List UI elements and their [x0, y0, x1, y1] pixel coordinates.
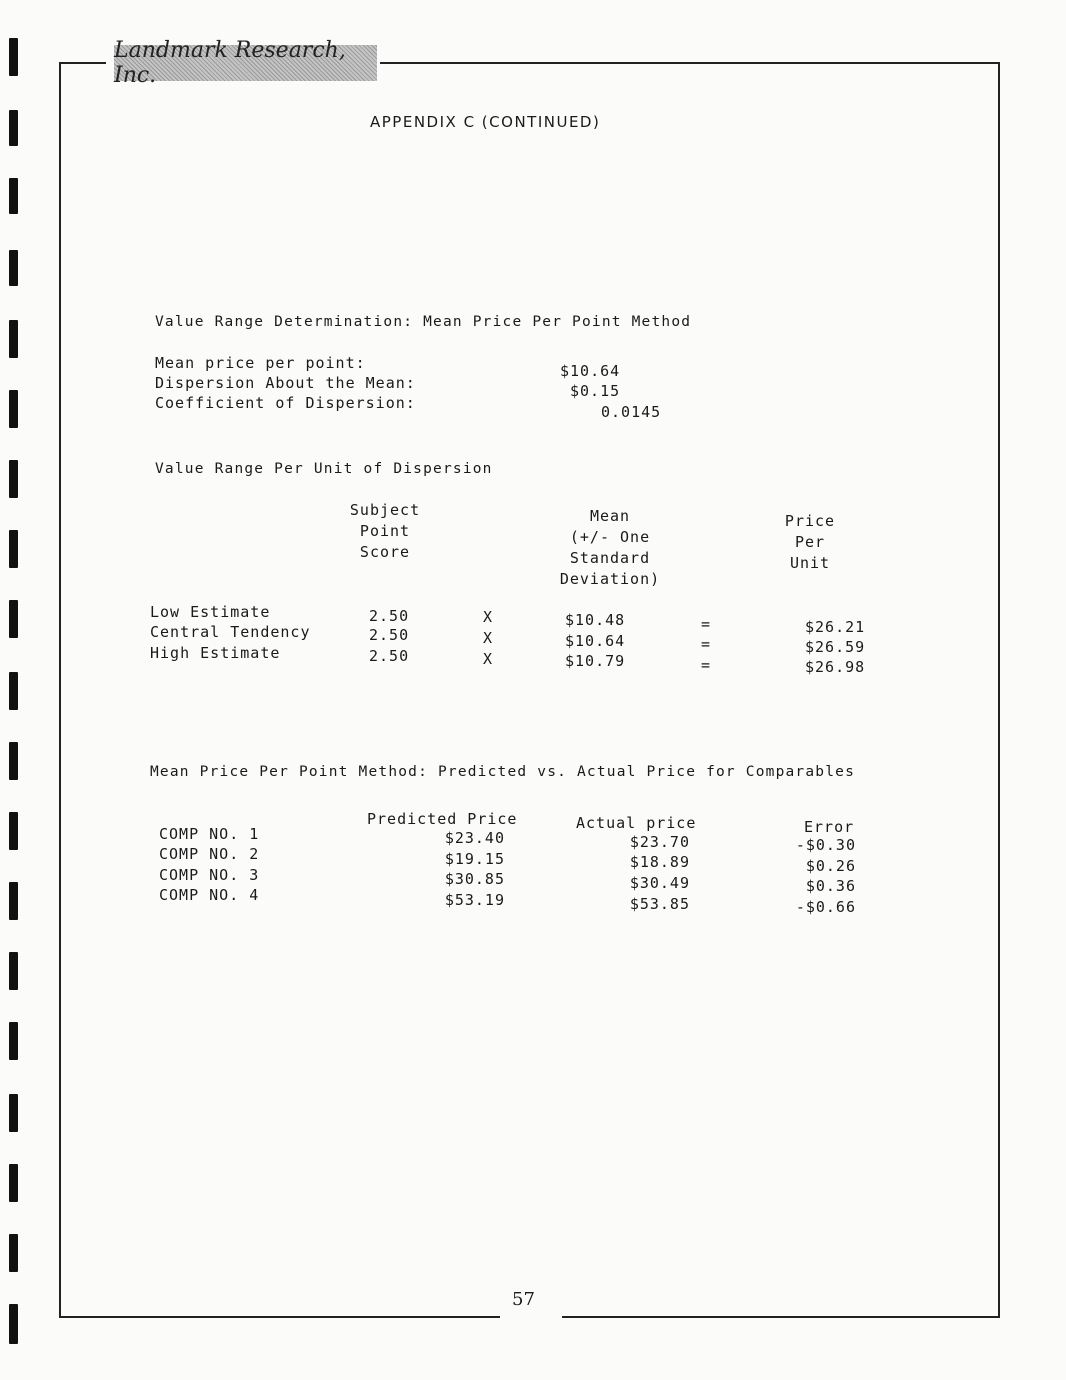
low-mean: $10.48: [565, 611, 626, 629]
mean-price-value: $10.64: [560, 362, 621, 380]
mean-header-line1: Mean: [589, 507, 631, 525]
error-header: Error: [804, 818, 855, 836]
high-equals: =: [701, 656, 712, 674]
page-title: APPENDIX C (CONTINUED): [370, 113, 601, 131]
page-border: [59, 62, 1000, 1318]
mean-header-line3: Standard: [569, 549, 651, 567]
binding-holes: [9, 0, 25, 1380]
comp2-error: $0.26: [805, 857, 856, 875]
coefficient-label: Coefficient of Dispersion:: [155, 394, 416, 412]
comp2-predicted: $19.15: [444, 850, 505, 868]
comp1-actual: $23.70: [629, 833, 690, 851]
comp4-error: -$0.66: [795, 898, 856, 916]
low-equals: =: [701, 615, 712, 633]
comp1-error: -$0.30: [795, 836, 856, 854]
comp3-actual: $30.49: [629, 874, 690, 892]
comp4-actual: $53.85: [629, 895, 690, 913]
section1-heading: Value Range Determination: Mean Price Per Point Method: [155, 314, 692, 330]
comp3-predicted: $30.85: [444, 870, 505, 888]
comp2-label: COMP NO. 2: [159, 845, 260, 863]
comp2-actual: $18.89: [629, 853, 690, 871]
page-number: 57: [512, 1289, 535, 1310]
actual-header: Actual price: [576, 814, 697, 832]
central-multiply: X: [483, 629, 494, 647]
predicted-header: Predicted Price: [367, 810, 518, 828]
comp3-label: COMP NO. 3: [159, 866, 260, 884]
coefficient-value: 0.0145: [601, 403, 662, 421]
mean-price-label: Mean price per point:: [155, 354, 366, 372]
comp4-label: COMP NO. 4: [159, 886, 260, 904]
logo-text: Landmark Research, Inc.: [114, 38, 346, 88]
mean-header-line2: (+/- One: [569, 528, 651, 546]
low-multiply: X: [483, 608, 494, 626]
central-mean: $10.64: [565, 632, 626, 650]
comp1-predicted: $23.40: [444, 829, 505, 847]
central-tendency-label: Central Tendency: [150, 623, 311, 641]
price-header-line2: Per: [794, 533, 826, 551]
low-price: $26.21: [805, 618, 866, 636]
subject-header-line2: Point: [359, 522, 411, 540]
dispersion-label: Dispersion About the Mean:: [155, 374, 416, 392]
central-price: $26.59: [805, 638, 866, 656]
high-score: 2.50: [369, 647, 410, 665]
low-score: 2.50: [369, 607, 410, 625]
high-multiply: X: [483, 650, 494, 668]
subject-header-line3: Score: [359, 543, 411, 561]
central-equals: =: [701, 635, 712, 653]
mean-header-line4: Deviation): [559, 570, 661, 588]
high-estimate-label: High Estimate: [150, 644, 281, 662]
section3-heading: Mean Price Per Point Method: Predicted vs. Actual Price for Comparables: [150, 764, 856, 780]
comp1-label: COMP NO. 1: [159, 825, 260, 843]
subject-header-line1: Subject: [349, 501, 421, 519]
comp4-predicted: $53.19: [444, 891, 505, 909]
section2-heading: Value Range Per Unit of Dispersion: [155, 461, 493, 477]
high-mean: $10.79: [565, 652, 626, 670]
comp3-error: $0.36: [805, 877, 856, 895]
price-header-line1: Price: [784, 512, 836, 530]
price-header-line3: Unit: [789, 554, 831, 572]
high-price: $26.98: [805, 658, 866, 676]
low-estimate-label: Low Estimate: [150, 603, 271, 621]
central-score: 2.50: [369, 626, 410, 644]
company-logo: [114, 38, 377, 88]
dispersion-value: $0.15: [570, 382, 621, 400]
